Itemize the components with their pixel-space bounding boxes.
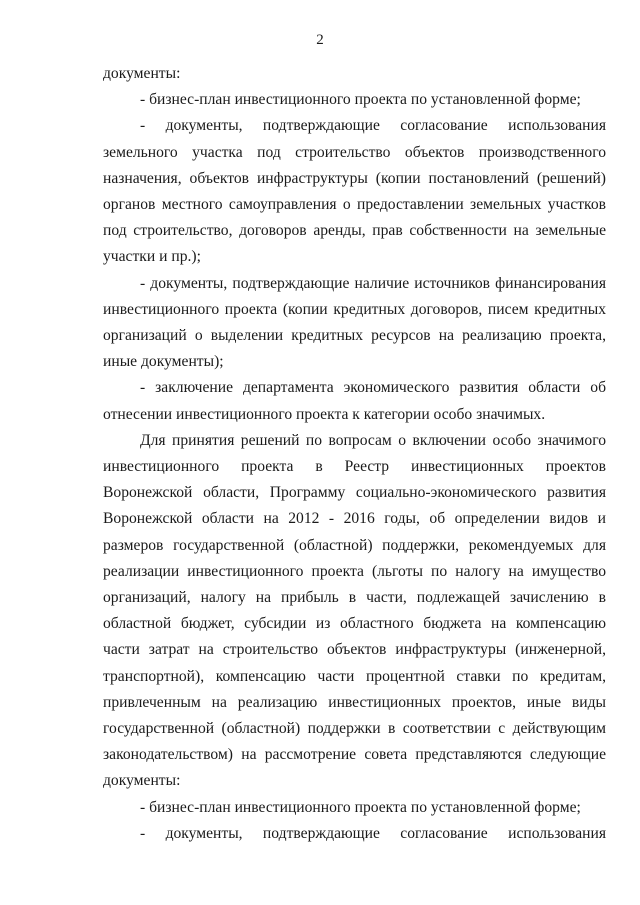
paragraph-documents-heading: документы: — [103, 65, 181, 82]
paragraph-decision-procedure: Для принятия решений по вопросам о включении особо значимого инвестиционного проекта в Реестр инвестиционных проектов Воронежской области, Программу социально-экономического развития Воронежской области на 2012 - 2016 годы, об определении видов и размеров государственной (областной) поддержки, рекомендуемых для реализации инвестиционного проекта (льготы по налогу на имущество организаций, налогу на прибыль в части, подлежащей зачислению в областной бюджет, субсидии из областного бюджета на компенсацию части затрат на строительство объектов инфраструктуры (инженерной, транспортной), компенсацию части процентной ставки по кредитам, привлеченным на реализацию инвестиционных проектов, иные виды государственной (областной) поддержки в соответствии с действующим законодательством) на рассмотрение совета представляются следующие документы: — [103, 431, 606, 790]
paragraph-financing-documents: - документы, подтверждающие наличие источников финансирования инвестиционного проекта (копии кредитных договоров, писем кредитных организаций о выделении кредитных ресурсов на реализацию проекта, иные документы); — [103, 274, 606, 371]
document-body — [103, 61, 606, 847]
page-number: 2 — [316, 32, 324, 48]
paragraph-department-conclusion: - заключение департамента экономического развития области об отнесении инвестиционного проекта к категории особо значимых. — [103, 379, 606, 423]
paragraph-land-documents-2: - документы, подтверждающие согласование использования — [140, 824, 606, 842]
paragraph-land-documents: - документы, подтверждающие согласование использования земельного участка под строительство объектов производственного назначения, объектов инфраструктуры (копии постановлений (решений) органов местного самоуправления о предоставлении земельных участков под строительство, договоров аренды, прав собственности на земельные участки и пр.); — [103, 117, 606, 266]
paragraph-business-plan-2: - бизнес-план инвестиционного проекта по установленной форме; — [140, 798, 581, 816]
paragraph-business-plan: - бизнес-план инвестиционного проекта по установленной форме; — [140, 91, 581, 109]
